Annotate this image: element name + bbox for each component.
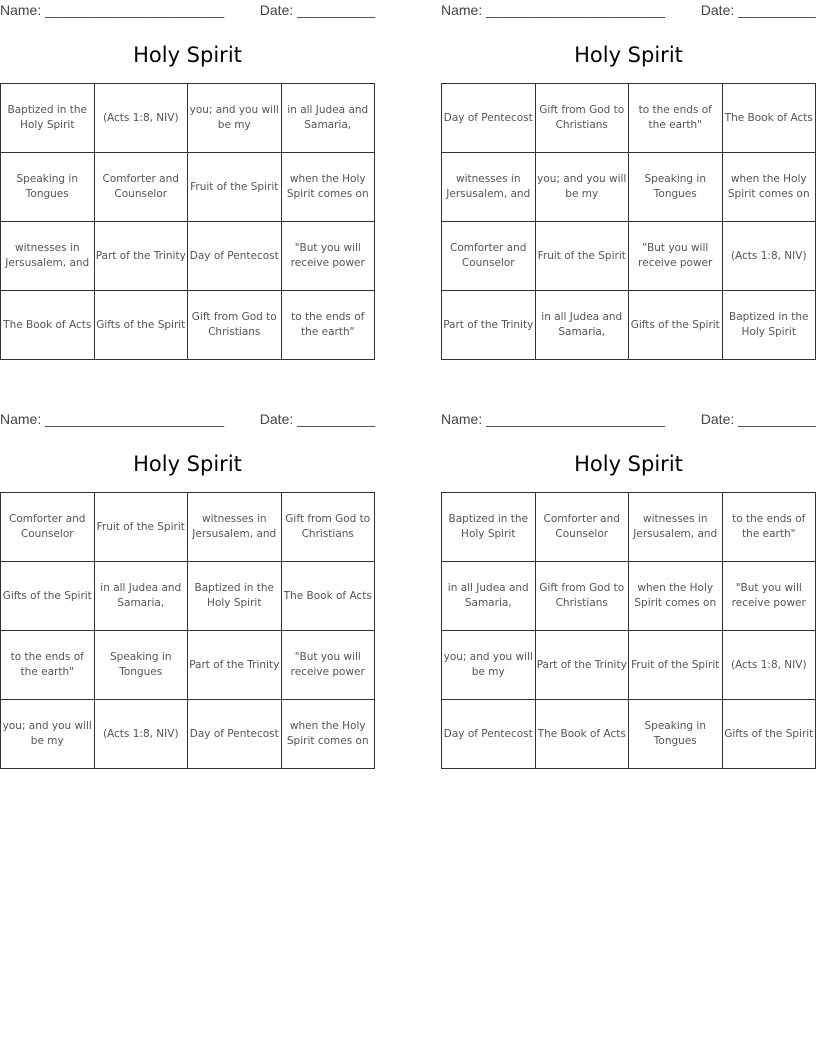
bingo-cell: The Book of Acts xyxy=(1,291,95,360)
card-title: Holy Spirit xyxy=(133,43,242,67)
card-header xyxy=(441,409,816,431)
bingo-cell: to the ends of the earth" xyxy=(629,84,723,153)
bingo-cell: to the ends of the earth" xyxy=(1,631,95,700)
bingo-cell: you; and you will be my xyxy=(442,631,536,700)
bingo-cell: "But you will receive power xyxy=(629,222,723,291)
bingo-cell: The Book of Acts xyxy=(535,700,629,769)
grid-row xyxy=(1,493,375,562)
bingo-cell: Part of the Trinity xyxy=(94,222,188,291)
bingo-cell: Part of the Trinity xyxy=(442,291,536,360)
bingo-grid xyxy=(0,83,375,360)
bingo-cell: (Acts 1:8, NIV) xyxy=(722,222,816,291)
name-field: Name: _______________________ xyxy=(441,2,666,18)
bingo-card-4 xyxy=(441,409,816,747)
bingo-cell: (Acts 1:8, NIV) xyxy=(94,700,188,769)
bingo-cell: Day of Pentecost xyxy=(188,700,282,769)
bingo-cell: Fruit of the Spirit xyxy=(629,631,723,700)
bingo-cell: Baptized in the Holy Spirit xyxy=(722,291,816,360)
bingo-cell: Speaking in Tongues xyxy=(94,631,188,700)
bingo-cell: Fruit of the Spirit xyxy=(535,222,629,291)
bingo-cell: "But you will receive power xyxy=(281,222,375,291)
bingo-cell: Speaking in Tongues xyxy=(629,153,723,222)
grid-row xyxy=(442,222,816,291)
bingo-cell: Day of Pentecost xyxy=(188,222,282,291)
bingo-cell: you; and you will be my xyxy=(188,84,282,153)
bingo-cell: Comforter and Counselor xyxy=(535,493,629,562)
bingo-cell: Speaking in Tongues xyxy=(1,153,95,222)
grid-row xyxy=(442,493,816,562)
bingo-cell: Fruit of the Spirit xyxy=(188,153,282,222)
bingo-cell: in all Judea and Samaria, xyxy=(535,291,629,360)
grid-row xyxy=(442,562,816,631)
bingo-cell: witnesses in Jersusalem, and xyxy=(188,493,282,562)
grid-row xyxy=(442,291,816,360)
bingo-cell: witnesses in Jersusalem, and xyxy=(1,222,95,291)
bingo-cell: when the Holy Spirit comes on xyxy=(722,153,816,222)
bingo-grid xyxy=(441,492,816,769)
bingo-cell: Gift from God to Christians xyxy=(281,493,375,562)
bingo-cell: (Acts 1:8, NIV) xyxy=(94,84,188,153)
grid-row xyxy=(1,700,375,769)
name-field: Name: _______________________ xyxy=(0,2,225,18)
bingo-cell: Gift from God to Christians xyxy=(188,291,282,360)
bingo-cell: Fruit of the Spirit xyxy=(94,493,188,562)
bingo-cell: The Book of Acts xyxy=(281,562,375,631)
bingo-cell: (Acts 1:8, NIV) xyxy=(722,631,816,700)
card-header xyxy=(441,0,816,22)
bingo-cell: Gifts of the Spirit xyxy=(94,291,188,360)
bingo-cell: Gift from God to Christians xyxy=(535,84,629,153)
grid-row xyxy=(1,153,375,222)
bingo-cell: when the Holy Spirit comes on xyxy=(281,153,375,222)
bingo-cell: Gifts of the Spirit xyxy=(629,291,723,360)
date-field: Date: __________ xyxy=(259,411,375,427)
name-field: Name: _______________________ xyxy=(0,411,225,427)
bingo-cell: Comforter and Counselor xyxy=(1,493,95,562)
bingo-cell: witnesses in Jersusalem, and xyxy=(442,153,536,222)
card-header xyxy=(0,409,375,431)
grid-row xyxy=(1,291,375,360)
bingo-cell: you; and you will be my xyxy=(535,153,629,222)
card-header xyxy=(0,0,375,22)
bingo-cell: Day of Pentecost xyxy=(442,84,536,153)
grid-row xyxy=(442,700,816,769)
bingo-cell: The Book of Acts xyxy=(722,84,816,153)
grid-row xyxy=(1,562,375,631)
bingo-cell: Gifts of the Spirit xyxy=(1,562,95,631)
date-field: Date: __________ xyxy=(700,2,816,18)
bingo-cell: Baptized in the Holy Spirit xyxy=(188,562,282,631)
bingo-cell: Gifts of the Spirit xyxy=(722,700,816,769)
grid-row xyxy=(442,631,816,700)
bingo-cell: when the Holy Spirit comes on xyxy=(281,700,375,769)
bingo-cell: "But you will receive power xyxy=(281,631,375,700)
card-title: Holy Spirit xyxy=(574,43,683,67)
grid-row xyxy=(1,84,375,153)
card-title: Holy Spirit xyxy=(133,452,242,476)
date-field: Date: __________ xyxy=(259,2,375,18)
bingo-cell: Part of the Trinity xyxy=(535,631,629,700)
bingo-grid xyxy=(0,492,375,769)
bingo-cell: in all Judea and Samaria, xyxy=(94,562,188,631)
bingo-cell: in all Judea and Samaria, xyxy=(442,562,536,631)
grid-row xyxy=(442,84,816,153)
grid-row xyxy=(1,631,375,700)
grid-row xyxy=(1,222,375,291)
bingo-cell: you; and you will be my xyxy=(1,700,95,769)
bingo-cell: Baptized in the Holy Spirit xyxy=(1,84,95,153)
bingo-cell: witnesses in Jersusalem, and xyxy=(629,493,723,562)
bingo-cell: Comforter and Counselor xyxy=(442,222,536,291)
date-field: Date: __________ xyxy=(700,411,816,427)
name-field: Name: _______________________ xyxy=(441,411,666,427)
bingo-cell: Speaking in Tongues xyxy=(629,700,723,769)
bingo-card-1 xyxy=(0,0,375,338)
bingo-card-2 xyxy=(441,0,816,338)
bingo-cell: Comforter and Counselor xyxy=(94,153,188,222)
bingo-cell: Gift from God to Christians xyxy=(535,562,629,631)
bingo-cell: "But you will receive power xyxy=(722,562,816,631)
bingo-cell: Day of Pentecost xyxy=(442,700,536,769)
card-title: Holy Spirit xyxy=(574,452,683,476)
bingo-cell: in all Judea and Samaria, xyxy=(281,84,375,153)
bingo-grid xyxy=(441,83,816,360)
bingo-cell: Baptized in the Holy Spirit xyxy=(442,493,536,562)
bingo-cell: when the Holy Spirit comes on xyxy=(629,562,723,631)
bingo-cell: to the ends of the earth" xyxy=(722,493,816,562)
bingo-cell: to the ends of the earth" xyxy=(281,291,375,360)
bingo-cell: Part of the Trinity xyxy=(188,631,282,700)
bingo-card-3 xyxy=(0,409,375,747)
grid-row xyxy=(442,153,816,222)
